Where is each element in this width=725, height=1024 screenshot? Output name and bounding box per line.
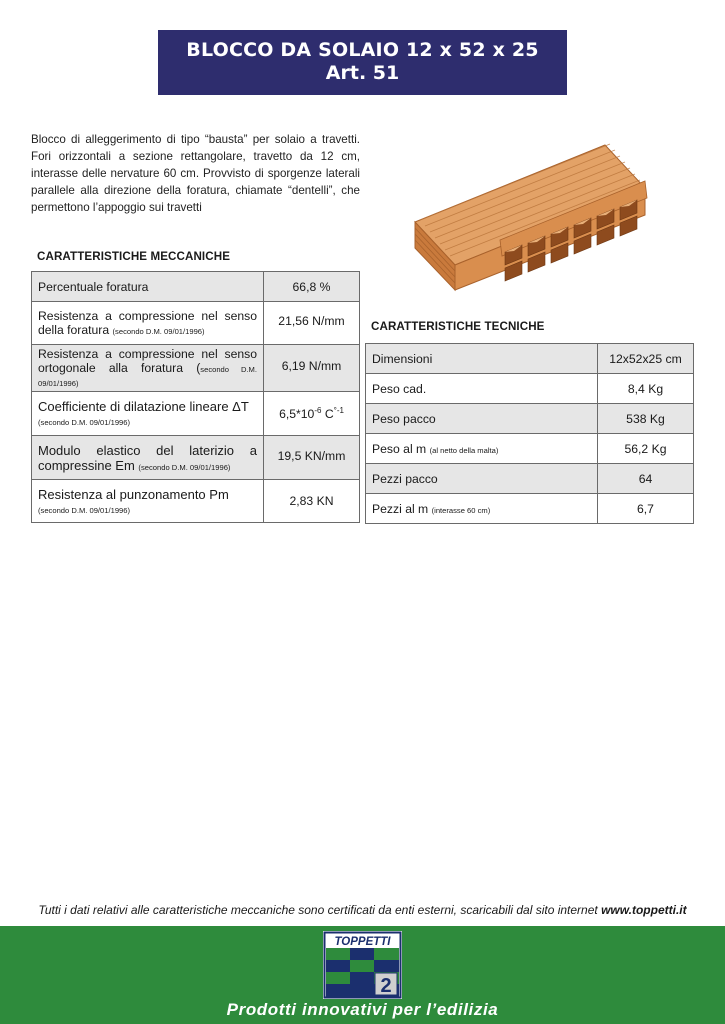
slogan: Prodotti innovativi per l’edilizia (226, 1000, 499, 1019)
product-description: Blocco di alleggerimento di tipo “bausta” per solaio a travetti. Fori orizzontali a sezione rettangolare, travetto da 12 cm, interasse delle nervature 60 cm. Provvisto di sporgenze laterali parallele alla direzione della foratura, chiamate “dentelli”, che permettono l’appoggio sui travetti (31, 133, 360, 214)
row-value: 6,7 (598, 494, 694, 524)
table-row (366, 494, 694, 524)
row-note: (al netto della malta) (429, 445, 499, 455)
table-row (32, 345, 360, 392)
row-note: (secondo D.M. 09/01/1996) (38, 418, 131, 427)
table-row (366, 344, 694, 374)
row-note: (secondo D.M. 09/01/1996) (112, 327, 205, 336)
row-value: 2,83 KN (264, 480, 360, 523)
row-label: Peso cad. (366, 374, 598, 404)
row-value: 21,56 N/mm (264, 302, 360, 345)
table-row (366, 434, 694, 464)
row-label: Resistenza a compressione nel senso della foratura (secondo D.M. 09/01/1996) (32, 302, 264, 345)
row-value: 12x52x25 cm (598, 344, 694, 374)
row-value: 538 Kg (598, 404, 694, 434)
table-row (366, 374, 694, 404)
page-title: BLOCCO DA SOLAIO 12 x 52 x 25 (186, 39, 539, 61)
certification-note: Tutti i dati relativi alle caratteristiche meccaniche sono certificati da enti esterni, scaricabili dal sito internet www.toppetti.it (38, 903, 687, 917)
row-value: 6,19 N/mm (264, 345, 360, 392)
row-note: (secondo D.M. 09/01/1996) (38, 505, 131, 515)
logo-text: TOPPETTI (334, 936, 391, 948)
article-number: Art. 51 (325, 62, 400, 84)
table-row (32, 480, 360, 523)
row-value: 19,5 KN/mm (264, 436, 360, 480)
row-value: $6,5*10^{-6}$ $C^{^\circ-1}$ (264, 392, 360, 436)
row-label: Peso pacco (366, 404, 598, 434)
table-row (366, 404, 694, 434)
row-note: (interasse 60 cm) (431, 505, 491, 515)
hollow-clay-block-image (410, 140, 650, 300)
row-label: Resistenza a compressione nel senso ortogonale alla foratura (secondo D.M. 09/01/1996) (32, 345, 264, 392)
row-label: Pezzi pacco (366, 464, 598, 494)
technical-section-title: CARATTERISTICHE TECNICHE (371, 320, 545, 333)
table-row (366, 464, 694, 494)
row-label: Percentuale foratura (32, 272, 264, 302)
row-note: secondo D.M. 09/01/1996) (38, 365, 257, 388)
mechanical-table (31, 271, 360, 523)
row-value: 8,4 Kg (598, 374, 694, 404)
technical-table (365, 343, 694, 524)
row-value: 66,8 % (264, 272, 360, 302)
row-value: 64 (598, 464, 694, 494)
toppetti-logo (323, 931, 402, 999)
row-label: Peso al m (al netto della malta) (366, 434, 598, 464)
row-label: Coefficiente di dilatazione lineare ΔT (secondo D.M. 09/01/1996) (32, 392, 264, 436)
mechanical-section-title: CARATTERISTICHE MECCANICHE (37, 250, 231, 263)
row-value: 56,2 Kg (598, 434, 694, 464)
table-row (32, 272, 360, 302)
table-row (32, 436, 360, 480)
table-row (32, 392, 360, 436)
row-note: (secondo D.M. 09/01/1996) (138, 462, 231, 472)
row-label: Pezzi al m (interasse 60 cm) (366, 494, 598, 524)
row-label: Modulo elastico del laterizio a compressine Em (secondo D.M. 09/01/1996) (32, 436, 264, 480)
row-label: Resistenza al punzonamento Pm (secondo D.M. 09/01/1996) (32, 480, 264, 523)
website-link[interactable]: www.toppetti.it (601, 903, 687, 917)
row-label: Dimensioni (366, 344, 598, 374)
title-banner (158, 30, 567, 95)
logo-number: 2 (380, 975, 392, 997)
table-row (32, 302, 360, 345)
